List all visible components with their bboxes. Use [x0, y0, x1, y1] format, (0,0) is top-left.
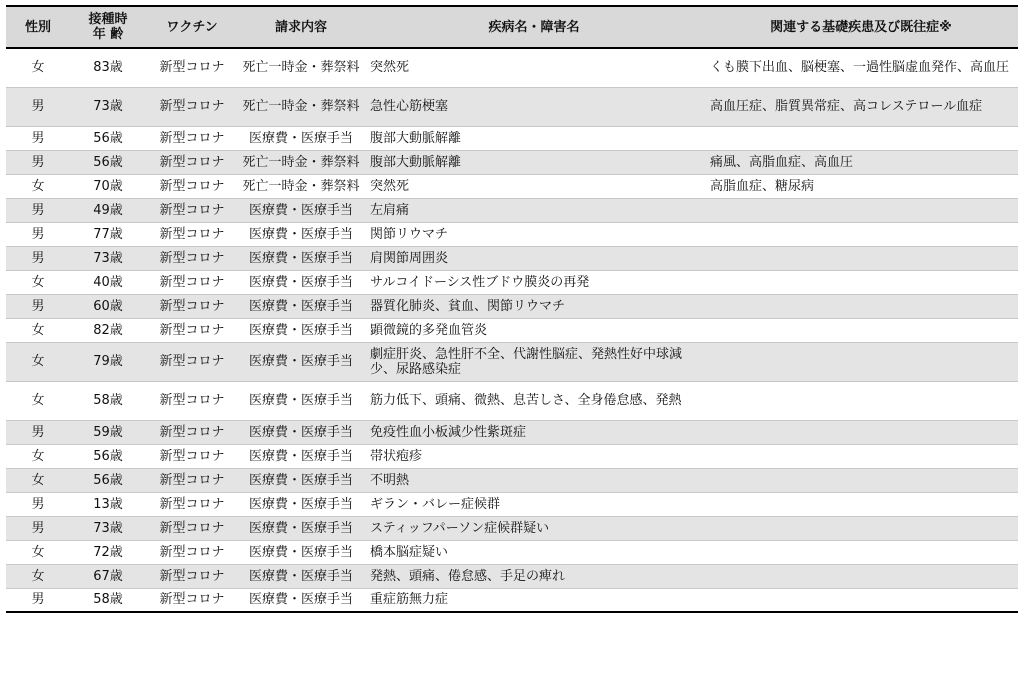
- cell-sex: 女: [31, 274, 45, 290]
- cell-sex: 男: [31, 154, 45, 170]
- cell-sex: 男: [31, 424, 45, 440]
- cell-claim: 医療費・医療手当: [248, 472, 353, 488]
- cell-age: 83歳: [93, 60, 123, 76]
- cell-vaccine: 新型コロナ: [159, 202, 225, 218]
- cell-basis: 痛風、高脂血症、高血圧: [710, 154, 854, 170]
- cell-basis: くも膜下出血、脳梗塞、一過性脳虚血発作、高血圧: [710, 60, 1010, 76]
- cell-disease: 橋本脳症疑い: [370, 544, 449, 560]
- cell-basis: [704, 588, 1018, 612]
- cell-basis: [704, 540, 1018, 564]
- cell-disease: 不明熱: [370, 472, 410, 488]
- cell-vaccine: 新型コロナ: [159, 99, 225, 114]
- cell-age: 77歳: [93, 226, 123, 242]
- header-disease: 疾病名・障害名: [488, 19, 580, 35]
- table-row: [6, 87, 1018, 126]
- table-row: [6, 420, 1018, 444]
- cell-claim: 医療費・医療手当: [248, 298, 353, 314]
- cell-disease: 器質化肺炎、貧血、関節リウマチ: [370, 298, 566, 314]
- cell-claim: 医療費・医療手当: [248, 322, 353, 338]
- cell-sex: 女: [31, 60, 45, 76]
- cell-basis: [704, 444, 1018, 468]
- cell-disease: 急性心筋梗塞: [370, 99, 449, 114]
- table-row: [6, 492, 1018, 516]
- cell-claim: 医療費・医療手当: [248, 202, 353, 218]
- cell-claim: 医療費・医療手当: [248, 496, 353, 512]
- cell-sex: 男: [31, 130, 45, 146]
- cell-sex: 女: [31, 448, 45, 464]
- cell-claim: 医療費・医療手当: [248, 448, 353, 464]
- cell-sex: 男: [31, 250, 45, 266]
- cell-sex: 女: [31, 568, 45, 584]
- cell-disease: 腹部大動脈解離: [370, 154, 462, 170]
- cell-age: 58歳: [93, 592, 123, 608]
- table-row: [6, 174, 1018, 198]
- cell-vaccine: 新型コロナ: [159, 130, 225, 146]
- header-claim: 請求内容: [274, 19, 327, 35]
- cell-sex: 女: [31, 472, 45, 488]
- cell-disease: 発熱、頭痛、倦怠感、手足の痺れ: [370, 568, 566, 584]
- cell-sex: 女: [31, 354, 45, 369]
- cell-basis: [704, 198, 1018, 222]
- cell-basis: [704, 294, 1018, 318]
- cell-sex: 女: [31, 393, 45, 408]
- cell-vaccine: 新型コロナ: [159, 298, 225, 314]
- table-row: [6, 588, 1018, 612]
- cell-basis: [704, 270, 1018, 294]
- cell-sex: 男: [31, 202, 45, 218]
- cell-claim: 死亡一時金・葬祭料: [242, 99, 360, 114]
- cell-vaccine: 新型コロナ: [159, 496, 225, 512]
- cell-basis: 高血圧症、脂質異常症、高コレステロール血症: [710, 99, 983, 114]
- cell-age: 72歳: [93, 544, 123, 560]
- cell-basis: [704, 564, 1018, 588]
- cell-claim: 死亡一時金・葬祭料: [242, 178, 360, 194]
- cell-claim: 医療費・医療手当: [248, 568, 353, 584]
- cell-disease: 重症筋無力症: [370, 592, 449, 608]
- cell-vaccine: 新型コロナ: [159, 448, 225, 464]
- cell-disease: 左肩痛: [370, 202, 410, 218]
- cell-sex: 男: [31, 226, 45, 242]
- cell-age: 73歳: [93, 99, 123, 114]
- cell-vaccine: 新型コロナ: [159, 592, 225, 608]
- cell-basis: [704, 468, 1018, 492]
- table-row: [6, 564, 1018, 588]
- cell-age: 58歳: [93, 393, 123, 408]
- cell-disease: 突然死: [370, 178, 410, 194]
- table-row: [6, 444, 1018, 468]
- table-row: [6, 516, 1018, 540]
- cell-age: 56歳: [93, 448, 123, 464]
- cell-vaccine: 新型コロナ: [159, 544, 225, 560]
- cell-claim: 医療費・医療手当: [248, 592, 353, 608]
- header-sex: 性別: [24, 19, 51, 35]
- cell-vaccine: 新型コロナ: [159, 322, 225, 338]
- cell-basis: [704, 246, 1018, 270]
- cell-disease: 免疫性血小板減少性紫斑症: [370, 424, 527, 440]
- cell-basis: 高脂血症、糖尿病: [710, 178, 815, 194]
- cell-age: 56歳: [93, 154, 123, 170]
- cell-disease: 突然死: [370, 60, 410, 76]
- cell-sex: 女: [31, 322, 45, 338]
- cell-vaccine: 新型コロナ: [159, 250, 225, 266]
- table-row: [6, 246, 1018, 270]
- table-row: [6, 270, 1018, 294]
- cell-vaccine: 新型コロナ: [159, 274, 225, 290]
- cell-sex: 男: [31, 496, 45, 512]
- cell-basis: [704, 318, 1018, 342]
- header-row: [6, 6, 1018, 48]
- cell-basis: [704, 420, 1018, 444]
- cell-claim: 医療費・医療手当: [248, 520, 353, 536]
- cell-age: 56歳: [93, 130, 123, 146]
- cell-disease: 劇症肝炎、急性肝不全、代謝性脳症、発熱性好中球減少、尿路感染症: [370, 346, 683, 377]
- cell-disease: スティッフパーソン症候群疑い: [370, 520, 550, 536]
- cell-age: 49歳: [93, 202, 123, 218]
- cell-vaccine: 新型コロナ: [159, 154, 225, 170]
- table-row: [6, 540, 1018, 564]
- header-age: [70, 6, 146, 48]
- table-row: [6, 150, 1018, 174]
- cell-vaccine: 新型コロナ: [159, 472, 225, 488]
- cell-disease: 腹部大動脈解離: [370, 130, 462, 146]
- cell-claim: 死亡一時金・葬祭料: [242, 60, 360, 76]
- cell-sex: 女: [31, 178, 45, 194]
- cell-claim: 医療費・医療手当: [248, 226, 353, 242]
- cell-sex: 女: [31, 544, 45, 560]
- cell-age: 56歳: [93, 472, 123, 488]
- cell-vaccine: 新型コロナ: [159, 568, 225, 584]
- cell-claim: 医療費・医療手当: [248, 130, 353, 146]
- cell-age: 59歳: [93, 424, 123, 440]
- vaccine-relief-table: [6, 5, 1018, 613]
- table-body: [6, 48, 1018, 612]
- cell-disease: 関節リウマチ: [370, 226, 449, 242]
- cell-sex: 男: [31, 520, 45, 536]
- cell-vaccine: 新型コロナ: [159, 393, 225, 408]
- cell-age: 73歳: [93, 520, 123, 536]
- cell-vaccine: 新型コロナ: [159, 178, 225, 194]
- cell-claim: 医療費・医療手当: [248, 424, 353, 440]
- cell-age: 60歳: [93, 298, 123, 314]
- cell-disease: 筋力低下、頭痛、微熱、息苦しさ、全身倦怠感、発熱: [370, 393, 682, 408]
- cell-disease: 顕微鏡的多発血管炎: [370, 322, 488, 338]
- cell-claim: 死亡一時金・葬祭料: [242, 154, 360, 170]
- cell-sex: 男: [31, 592, 45, 608]
- cell-basis: [704, 126, 1018, 150]
- cell-basis: [704, 516, 1018, 540]
- cell-sex: 男: [31, 99, 45, 114]
- table-row: [6, 198, 1018, 222]
- table-row: [6, 468, 1018, 492]
- cell-vaccine: 新型コロナ: [159, 354, 225, 369]
- cell-basis: [704, 381, 1018, 420]
- cell-claim: 医療費・医療手当: [248, 393, 353, 408]
- cell-claim: 医療費・医療手当: [248, 274, 353, 290]
- cell-claim: 医療費・医療手当: [248, 544, 353, 560]
- cell-claim: 医療費・医療手当: [248, 250, 353, 266]
- cell-claim: 医療費・医療手当: [248, 354, 353, 369]
- cell-age: 40歳: [93, 274, 123, 290]
- header-vaccine: ワクチン: [166, 19, 218, 35]
- cell-basis: [704, 342, 1018, 381]
- table-row: [6, 126, 1018, 150]
- cell-sex: 男: [31, 298, 45, 314]
- table-row: [6, 222, 1018, 246]
- table-row: [6, 318, 1018, 342]
- cell-age: 13歳: [93, 496, 123, 512]
- cell-age: 82歳: [93, 322, 123, 338]
- header-basis: 関連する基礎疾患及び既往症※: [770, 19, 952, 35]
- table-row: [6, 294, 1018, 318]
- cell-disease: ギラン・バレー症候群: [370, 496, 501, 512]
- cell-vaccine: 新型コロナ: [159, 226, 225, 242]
- cell-disease: 帯状疱疹: [370, 448, 423, 464]
- header-age-line2: 年 齢: [92, 27, 124, 42]
- cell-age: 73歳: [93, 250, 123, 266]
- cell-age: 70歳: [93, 178, 123, 194]
- header-age-line1: 接種時: [88, 12, 128, 27]
- cell-age: 79歳: [93, 354, 123, 369]
- table-row: [6, 381, 1018, 420]
- cell-disease: 肩関節周囲炎: [370, 250, 449, 266]
- cell-vaccine: 新型コロナ: [159, 60, 225, 76]
- table-row: [6, 48, 1018, 87]
- cell-vaccine: 新型コロナ: [159, 424, 225, 440]
- cell-age: 67歳: [93, 568, 123, 584]
- cell-basis: [704, 492, 1018, 516]
- table-row: [6, 342, 1018, 381]
- cell-disease: サルコイドーシス性ブドウ膜炎の再発: [370, 274, 590, 290]
- table-header: [6, 6, 1018, 48]
- cell-vaccine: 新型コロナ: [159, 520, 225, 536]
- cell-basis: [704, 222, 1018, 246]
